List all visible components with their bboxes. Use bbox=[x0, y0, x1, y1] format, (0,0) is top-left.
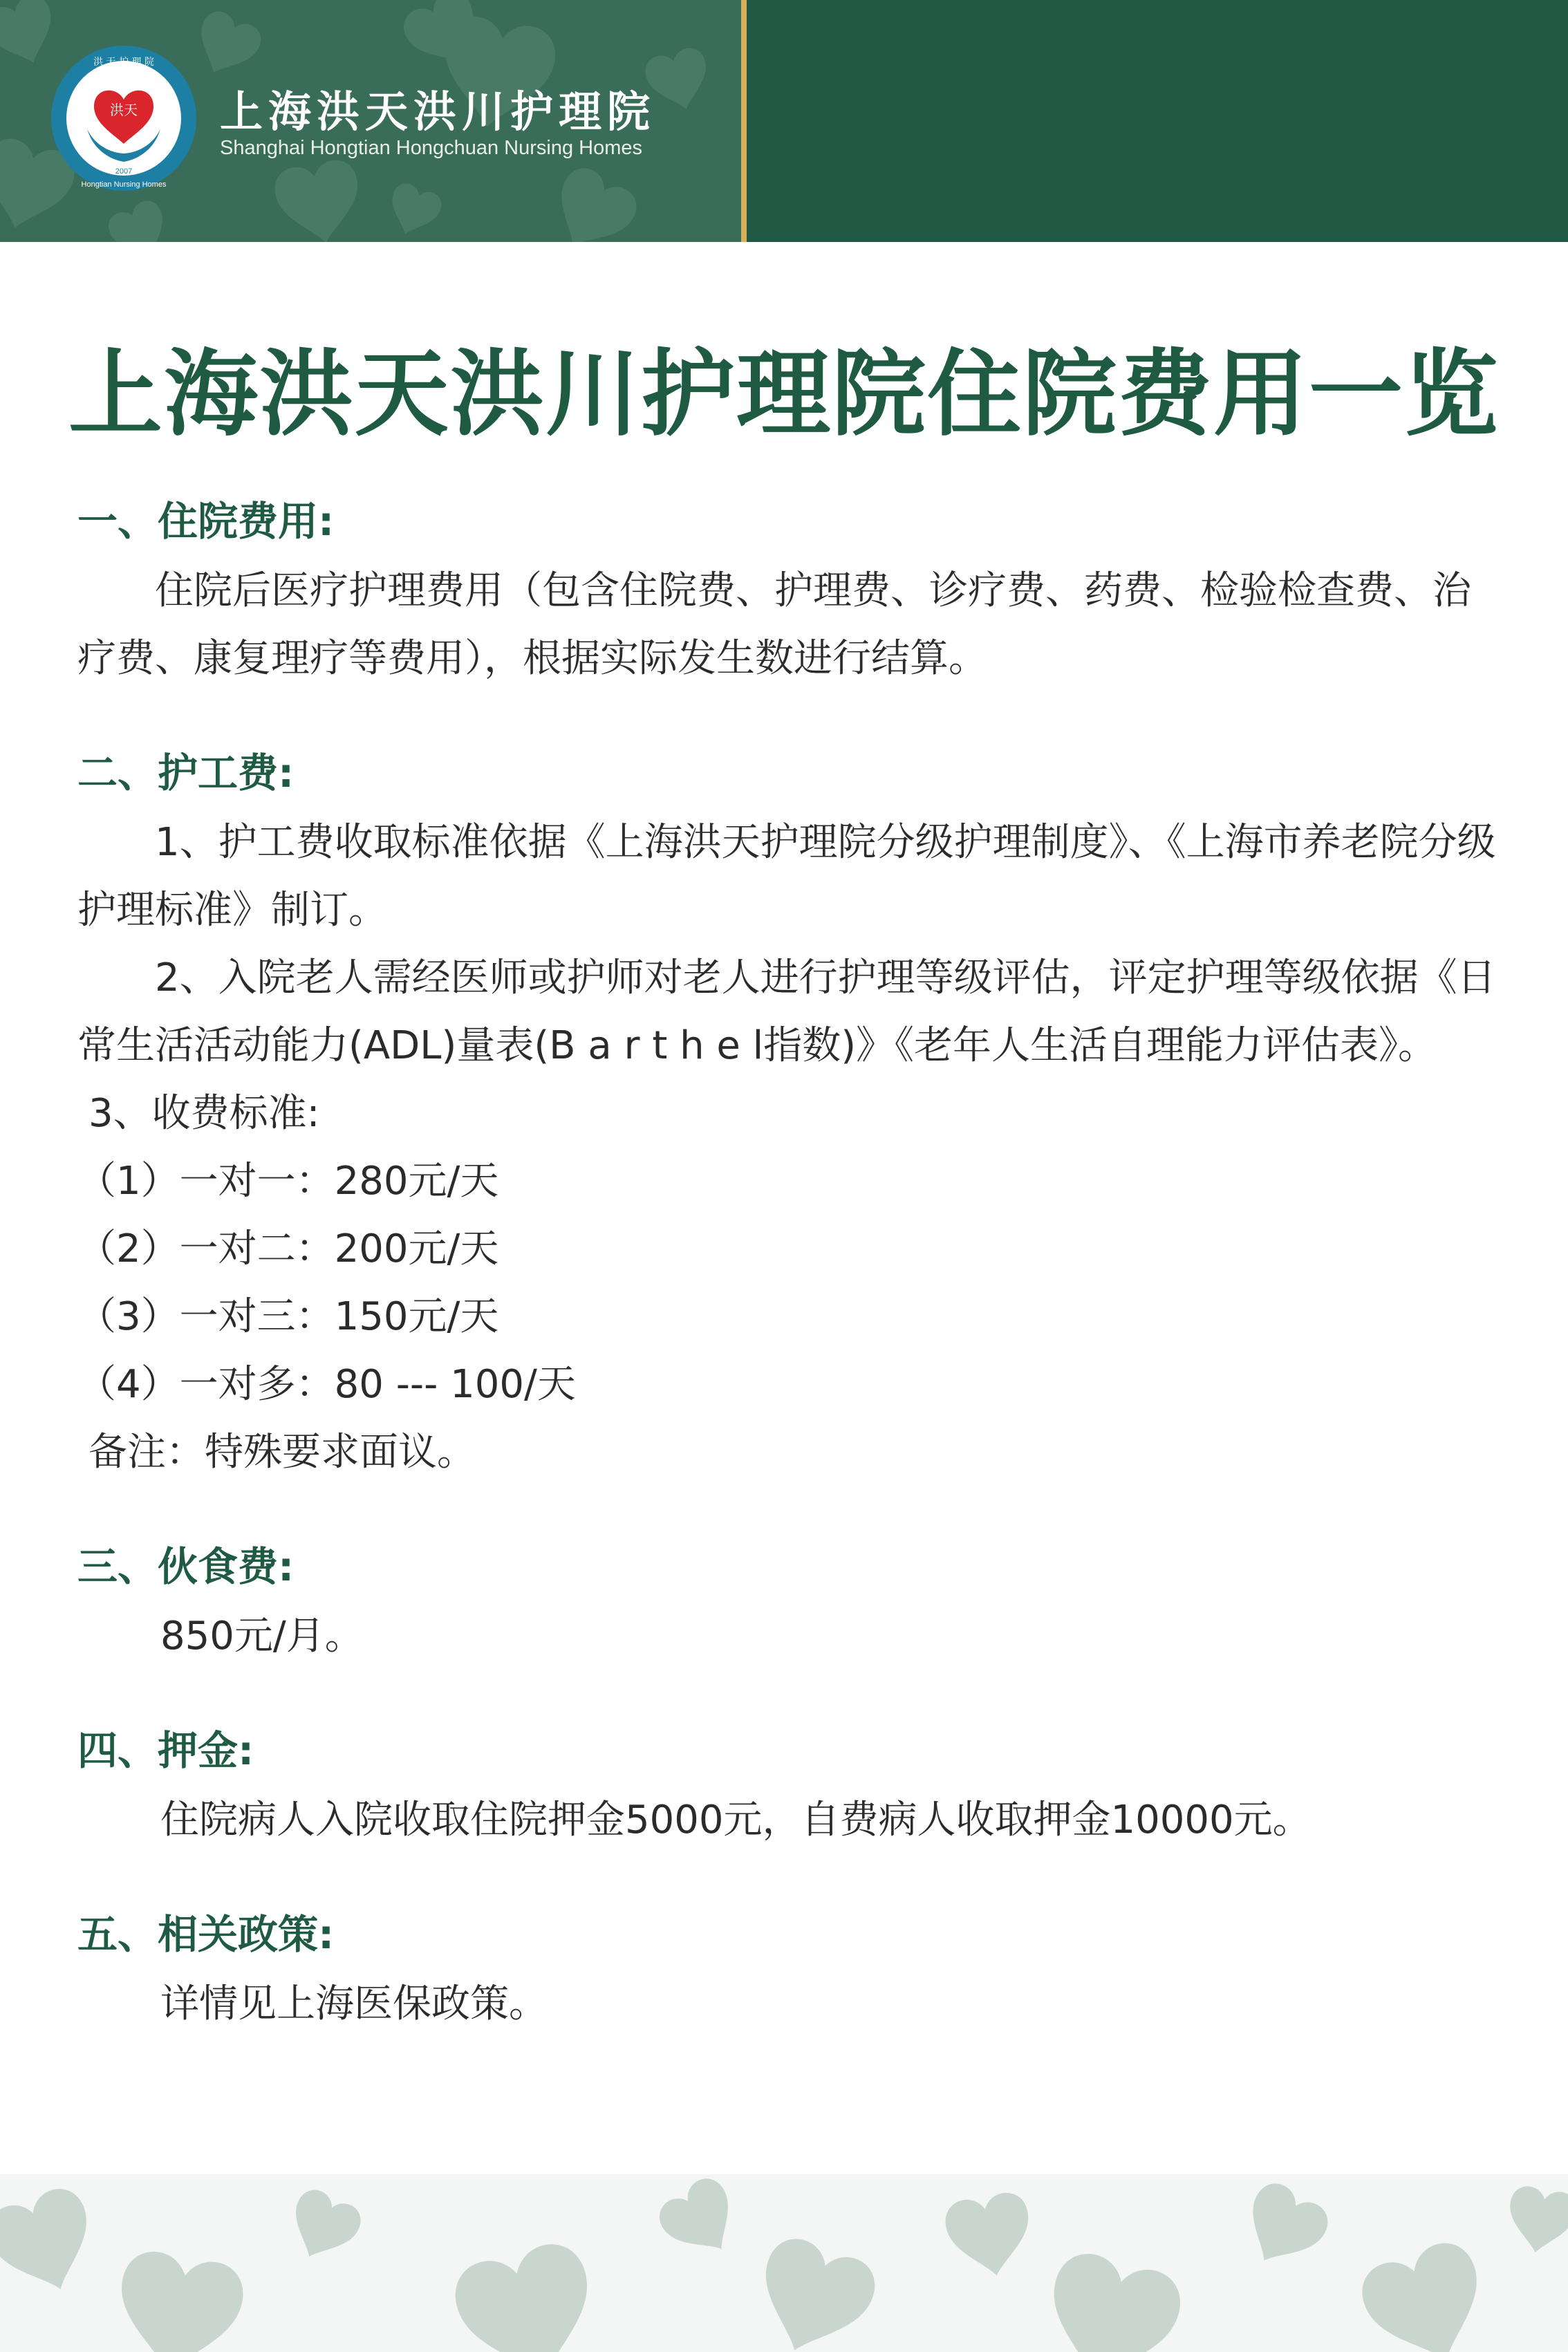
section-policy bbox=[77, 1905, 1502, 2038]
fee-note: 备注：特殊要求面议。 bbox=[88, 1430, 476, 1475]
nursing-home-logo-icon bbox=[51, 46, 196, 191]
section-heading: 一、住院费用: bbox=[77, 498, 335, 545]
logo-ring-bottom-text: Hongtian Nursing Homes bbox=[81, 180, 167, 189]
section-heading: 五、相关政策: bbox=[77, 1911, 335, 1958]
header-left-panel bbox=[0, 0, 741, 242]
page-title: 上海洪天洪川护理院住院费用一览 bbox=[68, 339, 1500, 449]
section-meal-fee bbox=[77, 1538, 1502, 1670]
section-paragraph: 2、入院老人需经医师或护师对老人进行护理等级评估，评定护理等级依据《日常生活活动能力(ADL)量表(B a r t h e l指数)》《老年人生活自理能力评估表》。 bbox=[77, 955, 1496, 1068]
header-gold-divider bbox=[741, 0, 747, 242]
section-heading: 四、押金: bbox=[77, 1727, 254, 1774]
logo-heart-text: 洪天 bbox=[110, 102, 138, 118]
section-deposit bbox=[77, 1721, 1502, 1854]
section-paragraph: 850元/月。 bbox=[160, 1614, 364, 1659]
org-name-english: Shanghai Hongtian Hongchuan Nursing Homes bbox=[220, 137, 642, 159]
section-paragraph: 住院后医疗护理费用（包含住院费、护理费、诊疗费、药费、检验检查费、治疗费、康复理疗等费用），根据实际发生数进行结算。 bbox=[77, 568, 1471, 681]
section-hospitalization-fee bbox=[77, 492, 1502, 693]
header-banner bbox=[0, 0, 1568, 242]
fee-item: （2）一对二：200元/天 bbox=[77, 1226, 499, 1271]
section-heading: 二、护工费: bbox=[77, 749, 295, 796]
footer-heart-pattern bbox=[0, 2174, 1568, 2352]
section-heading: 三、伙食费: bbox=[77, 1543, 295, 1590]
fee-item: （1）一对一：280元/天 bbox=[77, 1159, 499, 1204]
fee-content bbox=[77, 492, 1502, 2089]
section-paragraph: 1、护工费收取标准依据《上海洪天护理院分级护理制度》、《上海市养老院分级护理标准》制订。 bbox=[77, 820, 1496, 933]
org-name: 上海洪天洪川护理院 bbox=[220, 86, 656, 137]
fee-item: （3）一对三：150元/天 bbox=[77, 1294, 499, 1339]
section-caregiver-fee bbox=[77, 744, 1502, 1486]
logo-ring-top-text: 洪 天 护 理 院 bbox=[93, 57, 154, 68]
fee-item: （4）一对多：80 --- 100/天 bbox=[77, 1362, 576, 1407]
logo-year: 2007 bbox=[115, 167, 133, 176]
section-paragraph: 详情见上海医保政策。 bbox=[160, 1981, 548, 2026]
fee-standard-label: 3、收费标准: bbox=[88, 1091, 320, 1136]
section-paragraph: 住院病人入院收取住院押金5000元，自费病人收取押金10000元。 bbox=[160, 1798, 1312, 1842]
heart-pattern-icon bbox=[0, 2174, 1568, 2352]
